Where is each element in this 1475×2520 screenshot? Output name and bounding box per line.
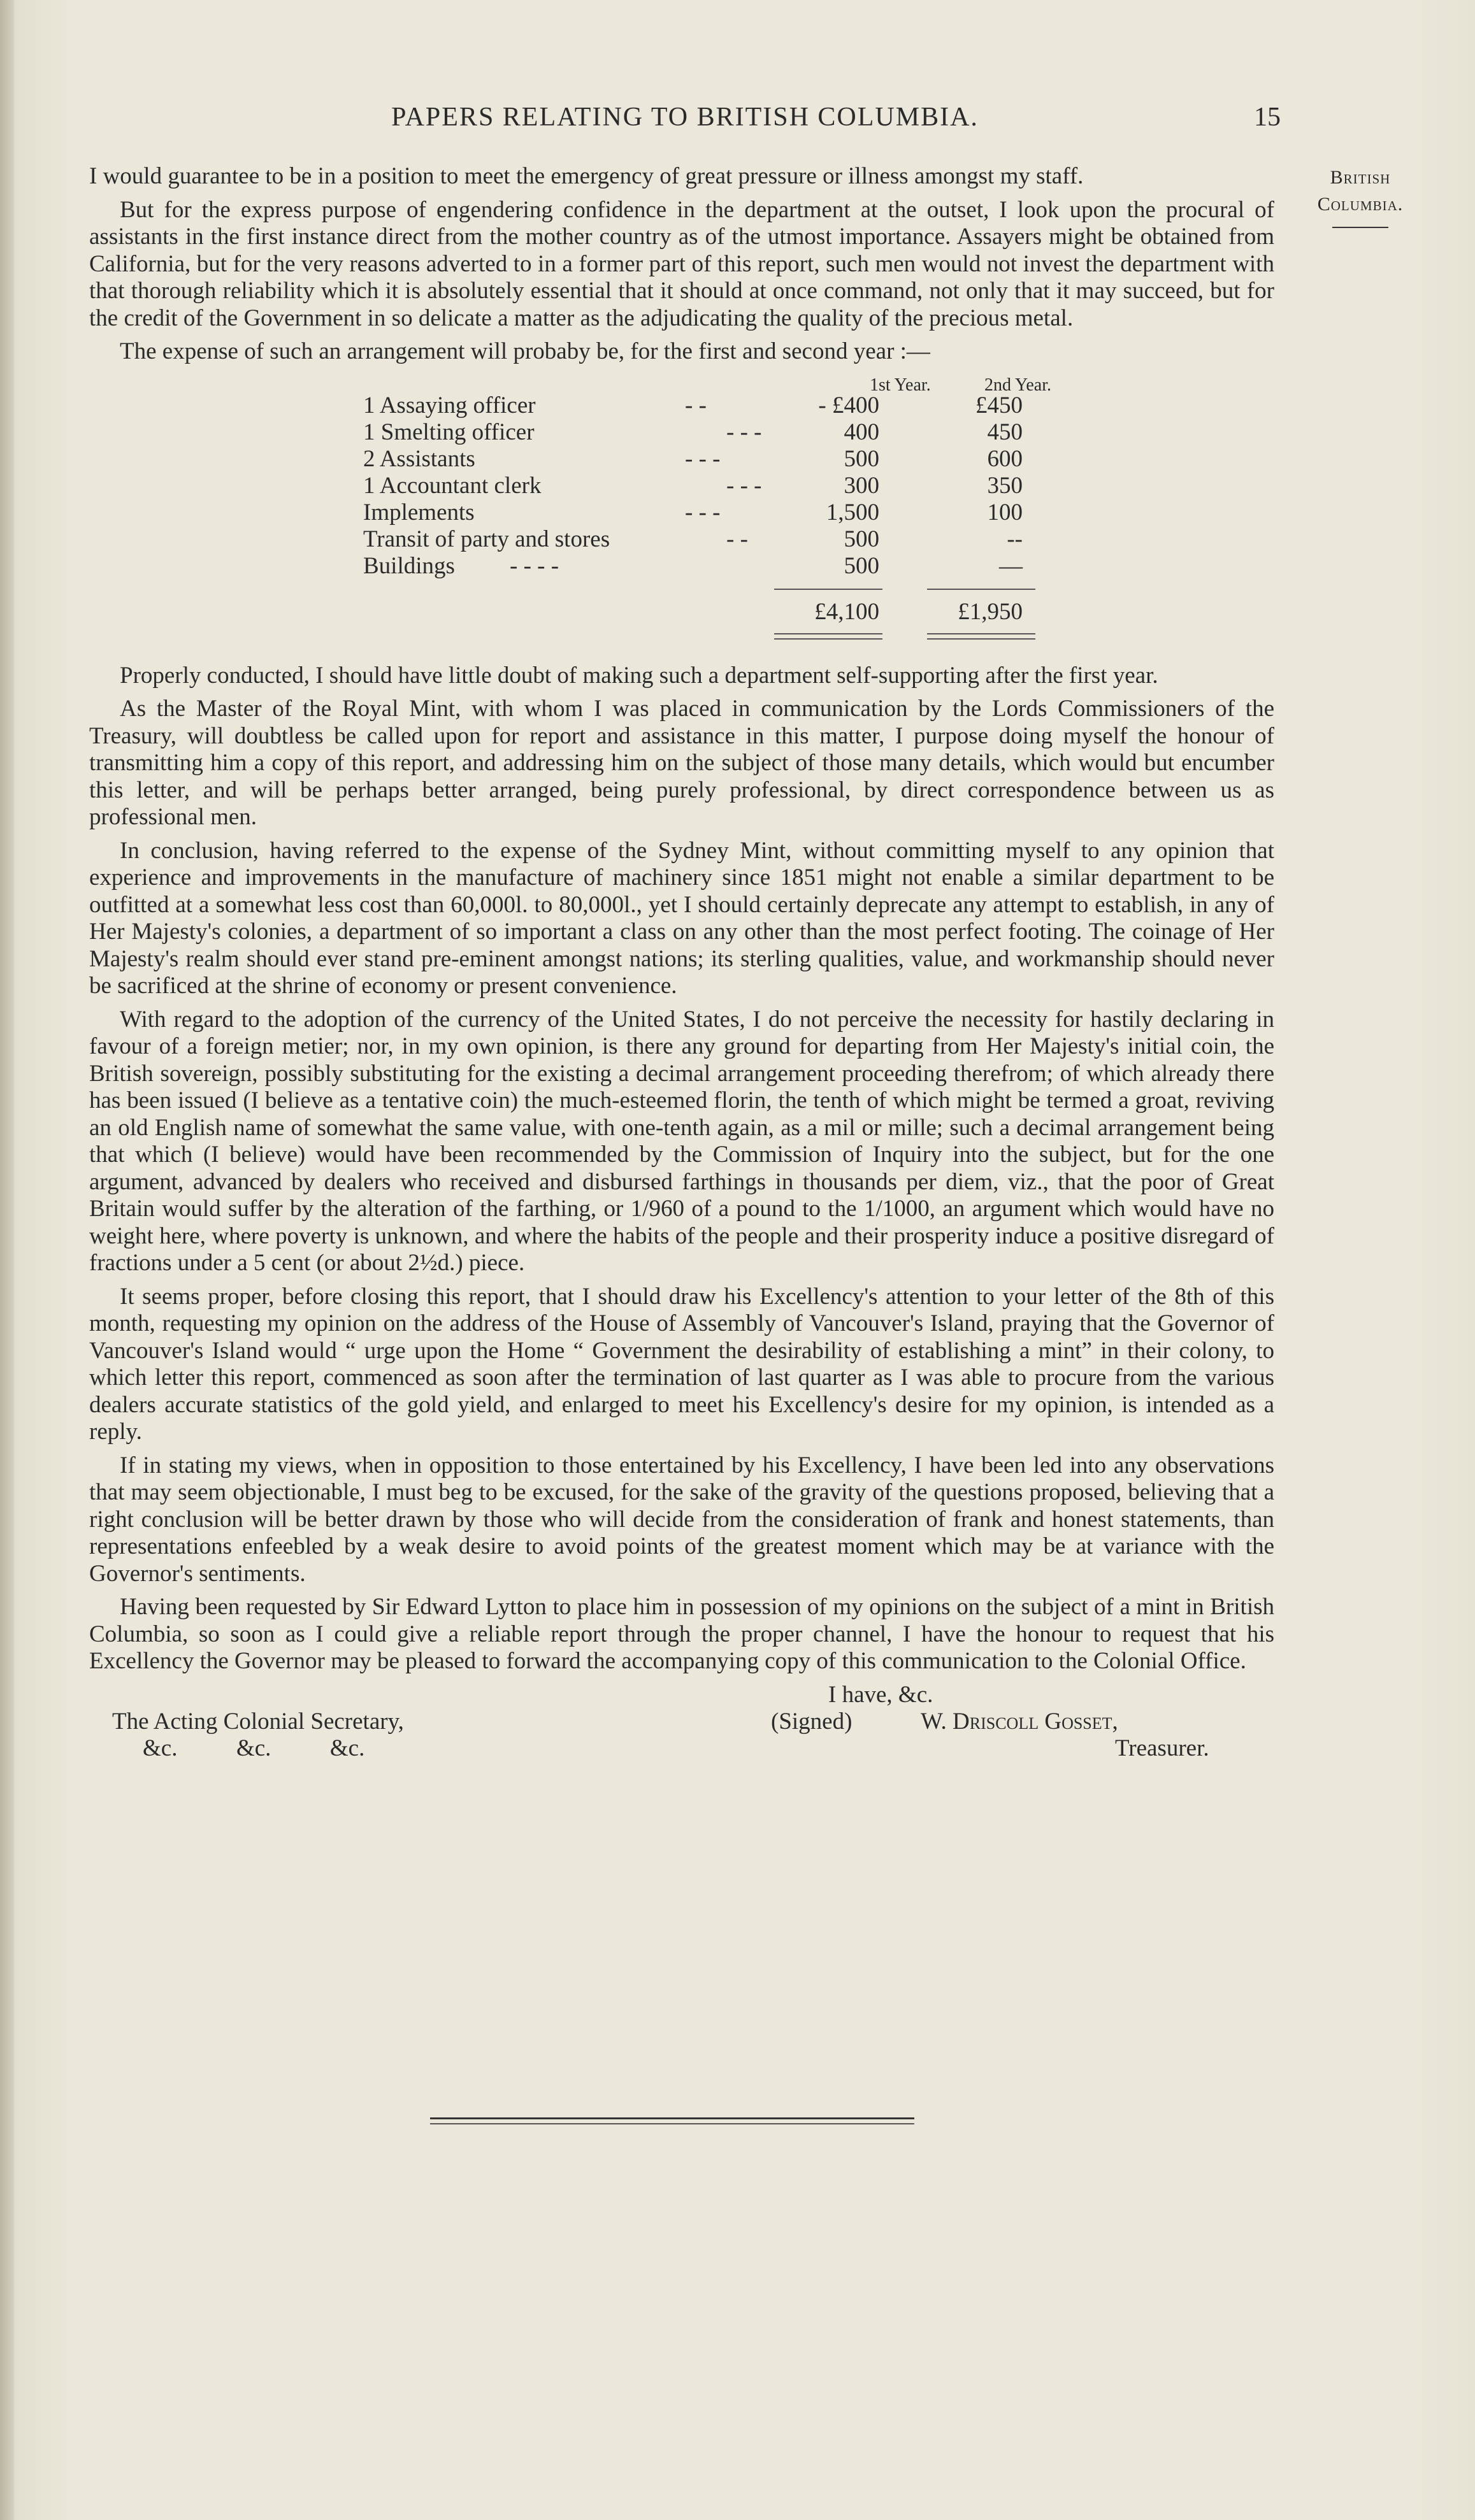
row-dashes: - -: [726, 526, 748, 552]
row-value-year2: £450: [975, 392, 1023, 419]
signer-name: [921, 1708, 1118, 1736]
addressee-etc: &c. &c. &c.: [143, 1735, 365, 1761]
column-header-1st-year: 1st Year.: [870, 375, 931, 395]
margin-note-line1: British: [1330, 167, 1391, 188]
row-item: 1 Smelting officer: [363, 419, 535, 445]
row-item: Implements: [363, 499, 475, 526]
row-dashes: - - -: [726, 419, 762, 445]
body-text: [89, 163, 1274, 1761]
table-row: [363, 526, 610, 553]
row-value-year1: 300: [844, 472, 879, 499]
table-row: [363, 446, 475, 473]
total-double-rule-year2: [927, 633, 1035, 640]
row-value-year1: - £400: [818, 392, 879, 419]
page-binding-edge: [0, 0, 14, 2520]
row-dashes: - - -: [726, 472, 762, 499]
expense-table: [89, 372, 1274, 646]
signer-initial: W.: [921, 1708, 947, 1735]
row-item: Transit of party and stores: [363, 526, 610, 552]
table-row: [363, 419, 535, 446]
table-row: [363, 473, 541, 499]
row-value-year1: 500: [844, 445, 879, 472]
row-dashes: - - -: [685, 445, 721, 472]
row-item: 2 Assistants: [363, 445, 475, 472]
paragraph: But for the express purpose of engendering confidence in the department at the outset, I look upon the procural of assistants in the first instance direct from the mother country as of the utmost importance. Assayers might be obtained from California, but for the very reasons adverted to in a former part of this report, such men would not invest the department with that thorough reliability which it is absolutely essential that it should at once command, not only that it may succeed, but for the credit of the Government in so delicate a matter as the adjudicating the quality of the precious metal.: [89, 196, 1274, 331]
paragraph: In conclusion, having referred to the expense of the Sydney Mint, without committing myself to any opinion that experience and improvements in the manufacture of machinery since 1851 might not enable a similar department to be outfitted at a somewhat less cost than 60,000l. to 80,000l., yet I should certainly deprecate any attempt to establish, in any of Her Majesty's colonies, a department of so important a class on any other than the most perfect footing. The coinage of Her Majesty's realm should ever stand pre-eminent amongst nations; its sterling qualities, value, and workmanship should never be sacrificed at the shrine of economy or present convenience.: [89, 837, 1274, 999]
row-value-year2: 350: [987, 472, 1023, 499]
total-double-rule-year1: [774, 633, 882, 640]
row-value-year1: 500: [844, 526, 879, 552]
subtotal-rule-year1: [774, 589, 882, 590]
row-value-year2: --: [1007, 526, 1023, 552]
paragraph: With regard to the adoption of the currency of the United States, I do not perceive the necessity for hastily declaring in favour of a foreign metier; nor, in my own opinion, is there any ground for departing from Her Majesty's initial coin, the British sovereign, possibly substituting for the existing a decimal arrangement proceeding therefrom; of which already there has been issued (I believe as a tentative coin) the much-esteemed florin, the tenth of which might be termed a groat, reviving an old English name of somewhat the same value, with one-tenth again, as a mil or mille; such a decimal arrangement being that which (I believe) would have been recommended by the Commission of Inquiry into the subject, but for the one argument, advanced by dealers who received and disbursed farthings in thousands per diem, viz., that the poor of Great Britain would suffer by the alteration of the farthing, or 1/960 of a pound to the 1/1000, an argument which would have no weight here, where poverty is unknown, and where the habits of the people and their prosperity induce a positive disregard of fractions under a 5 cent (or about 2½d.) piece.: [89, 1006, 1274, 1276]
end-rule: [430, 2117, 914, 2124]
row-value-year2: —: [999, 552, 1023, 579]
margin-note-rule: [1332, 227, 1388, 228]
table-row: [363, 553, 455, 580]
paragraph: As the Master of the Royal Mint, with whom I was placed in communication by the Lords Commissioners of the Treasury, will doubtless be called upon for report and assistance in this matter, I purpose doing myself the honour of transmitting him a copy of this report, and addressing him on the subject of those many details, which would but encumber this letter, and will be perhaps better arranged, being purely professional, by direct correspondence between us as professional men.: [89, 696, 1274, 830]
paragraph: Properly conducted, I should have little doubt of making such a department self-supporting after the first year.: [120, 662, 1158, 689]
paragraph: I would guarantee to be in a position to meet the emergency of great pressure or illness amongst my staff.: [89, 163, 1084, 189]
closing-salutation: I have, &c.: [828, 1681, 933, 1708]
row-value-year2: 100: [987, 499, 1023, 526]
row-value-year1: 1,500: [826, 499, 879, 526]
total-year1: £4,100: [814, 598, 879, 625]
row-value-year1: 400: [844, 419, 879, 445]
row-dashes: - -: [685, 392, 707, 419]
signer-surname: Driscoll Gosset,: [953, 1708, 1118, 1735]
page-header: [89, 102, 1281, 140]
table-row: [363, 392, 536, 419]
column-header-2nd-year: 2nd Year.: [984, 375, 1052, 395]
paragraph: If in stating my views, when in opposition to those entertained by his Excellency, I have been led into any observations that may seem objectionable, I must beg to be excused, for the sake of the gravity of the questions proposed, believing that a right conclusion will be better drawn by those who will decide from the consideration of frank and honest statements, than representations enfeebled by a weak desire to avoid points of the greatest moment which may be at variance with the Governor's sentiments.: [89, 1452, 1274, 1587]
row-item: 1 Assaying officer: [363, 392, 536, 419]
table-row: [363, 499, 475, 526]
signed-label: (Signed): [771, 1708, 853, 1735]
paragraph: Having been requested by Sir Edward Lytton to place him in possession of my opinions on the subject of a mint in British Columbia, so soon as I could give a reliable report through the proper channel, I have the honour to request that his Excellency the Governor may be pleased to forward the accompanying copy of this communication to the Colonial Office.: [89, 1594, 1274, 1674]
addressee: The Acting Colonial Secretary,: [112, 1708, 404, 1735]
row-dashes: - - - -: [510, 552, 559, 579]
row-item: 1 Accountant clerk: [363, 472, 542, 499]
page-number: 15: [1254, 103, 1281, 132]
subtotal-rule-year2: [927, 589, 1035, 590]
margin-note: [1300, 164, 1421, 228]
row-value-year2: 600: [987, 445, 1023, 472]
row-item: Buildings: [363, 552, 455, 579]
row-value-year1: 500: [844, 552, 879, 579]
signer-title: Treasurer.: [1115, 1735, 1209, 1761]
running-head: PAPERS RELATING TO BRITISH COLUMBIA.: [391, 103, 979, 132]
row-dashes: - - -: [685, 499, 721, 526]
paragraph: The expense of such an arrangement will probaby be, for the first and second year :—: [120, 338, 930, 364]
row-value-year2: 450: [987, 419, 1023, 445]
paragraph: It seems proper, before closing this report, that I should draw his Excellency's attention to your letter of the 8th of this month, requesting my opinion on the address of the House of Assembly of Vancouver's Island, praying that the Governor of Vancouver's Island would “ urge upon the Home “ Government the desirability of establishing a mint” in their colony, to which letter this report, commenced as soon after the termination of last quarter as I was able to procure from the various dealers accurate statistics of the gold yield, and enlarged to meet his Excellency's desire for my opinion, is intended as a reply.: [89, 1283, 1274, 1445]
margin-note-line2: Columbia.: [1317, 194, 1404, 215]
total-year2: £1,950: [958, 598, 1023, 625]
signature-block: [89, 1681, 1274, 1761]
